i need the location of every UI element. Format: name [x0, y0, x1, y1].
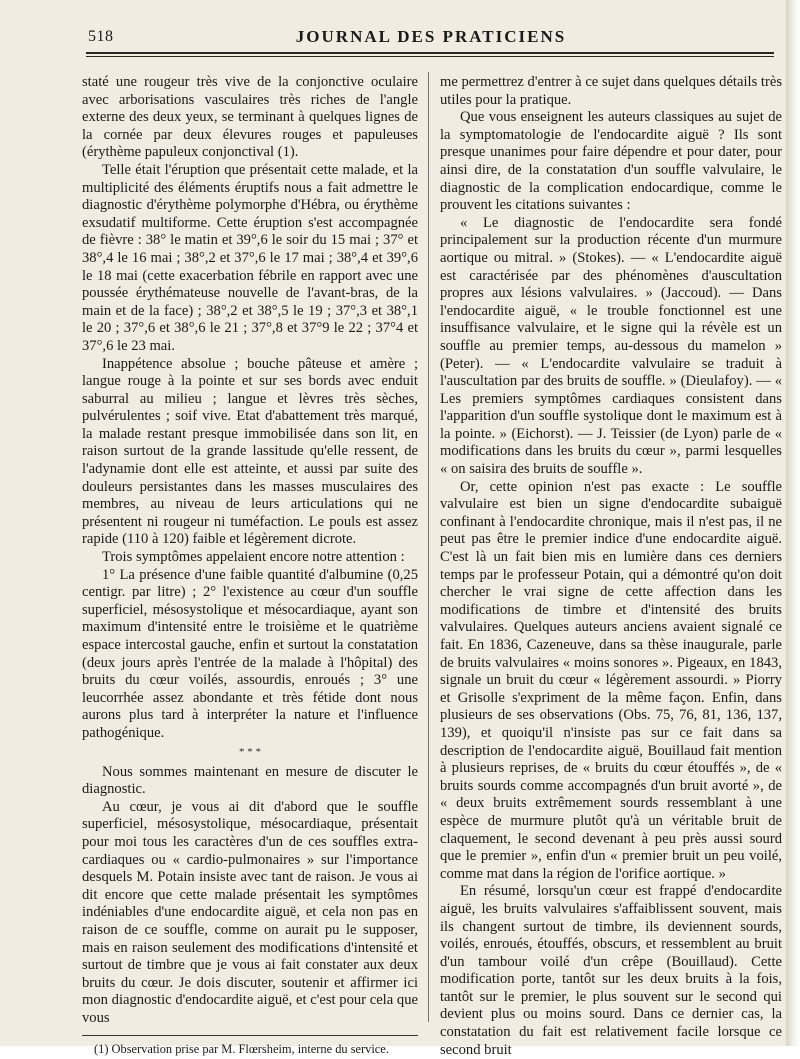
paragraph-albumine: 1° La présence d'une faible quantité d'albumine (0,25 centigr. par litre) ; 2° l'existence au cœur d'un souffle superficiel, mésosystolique et mésocardiaque, ayant son maximum d'intensité entre le troisième et le quatrième espace intercostal gauche, enfin et surtout la constatation (deux jours après l'entrée de la malade à l'hôpital) des bruits du cœur voilés, assourdis, enroués ; 3° une leucorrhée assez abondante et très fétide dont nous aurons plus tard à interpréter la nature et l'influence pathogénique. [82, 566, 418, 741]
footnote-rule [82, 1035, 418, 1036]
footnote: (1) Observation prise par M. Flœrsheim, interne du service. [94, 1042, 389, 1057]
paragraph-diagnostic: Nous sommes maintenant en mesure de discuter le diagnostic. [82, 763, 418, 798]
journal-title: JOURNAL DES PRATICIENS [295, 27, 567, 46]
left-column [82, 74, 418, 1057]
page-edge-shadow [786, 0, 800, 1046]
header-rule [86, 52, 774, 54]
paragraph-continued-right: me permettrez d'entrer à ce sujet dans quelques détails très utiles pour la pratique. [440, 74, 782, 108]
right-column [440, 74, 782, 1059]
paragraph-opinion: Or, cette opinion n'est pas exacte : Le souffle valvulaire est bien un signe d'endocardite subaiguë confinant à l'endocardite chronique, mais il n'est pas, il ne peut pas être le premier indice d'une endocardite aiguë. C'est là un fait bien mis en lumière dans ces derniers temps par le professeur Potain, qui a démontré qu'on doit chercher le vrai signe de cette affection dans les modifications de timbre et d'intensité des bruits valvulaires. Quelques auteurs anciens avaient signalé ce fait. En 1836, Cazeneuve, dans sa thèse inaugurale, parle de bruits valvulaires « moins sonores ». Pigeaux, en 1843, signale un bruit du cœur « légèrement assourdi. » Piorry et Grisolle s'expriment de la même façon. Enfin, dans plusieurs de ses observations (Obs. 75, 76, 81, 136, 137, 139), et quoiqu'il n'insiste pas sur ce fait dans sa description de l'endocardite aiguë, Bouillaud fait mention à plusieurs reprises, de « bruits du cœur étouffés », de « bruits sourds comme accompagnés d'un bruit avorté », de « deux bruits extrêmement sourds ressemblant à une espèce de murmure plutôt qu'à un véritable bruit de claquement, le second devenant à peu près aussi sourd que le premier », enfin d'un « premier bruit un peu voilé, comme mat dans la région de l'orifice aortique. » [440, 478, 782, 882]
paragraph-auteurs-classiques: Que vous enseignent les auteurs classiques au sujet de la symptomatologie de l'endocardite aiguë ? Ils sont presque unanimes pour faire dépendre et pour dater, pour ainsi dire, de la constatation d'un souffle valvulaire, le diagnostic de la complication endocardique, comme le prouvent les citations suivantes : [440, 109, 782, 214]
page-number: 518 [88, 28, 114, 45]
paragraph-citations: « Le diagnostic de l'endocardite sera fondé principalement sur la production récente d'un murmure aortique ou mitral. » (Stokes). — « L'endocardite aiguë est caractérisée par des phénomènes d'auscultation propres aux lésions valvulaires. » (Jaccoud). — Dans l'endocardite aiguë, « le trouble fonctionnel est une insuffisance valvulaire, et le signe qui la révèle est un souffle au premier temps, au-dessous du mamelon » (Peter). — « L'endocardite valvulaire se traduit à l'auscultation par des bruits de souffle. » (Dieulafoy). — « Les premiers symptômes cardiaques consistent dans l'apparition d'un souffle systolique dont le maximum est à la pointe. » (Eichorst). — J. Teissier (de Lyon) parle de « modifications dans les bruits du cœur », parmi lesquelles « on saisira des bruits de souffle ». [440, 214, 782, 478]
header-rule-thin [86, 56, 774, 57]
paragraph-continued: staté une rougeur très vive de la conjonctive oculaire avec arborisations vasculaires très riches de l'angle externe des deux yeux, se terminant à quelques lignes de la cornée par deux élevures rouges et papuleuses (érythème papuleux conjonctival (1). [82, 74, 418, 161]
running-header [88, 24, 774, 54]
paragraph-symptoms: Inappétence absolue ; bouche pâteuse et amère ; langue rouge à la pointe et sur ses bords avec enduit saburral au milieu ; langue et lèvres très sèches, pulvérulentes ; soif vive. Etat d'abattement très marqué, la malade restant presque immobilisée dans son lit, en raison surtout de la grande lassitude qu'elle ressent, de l'adynamie dont elle est atteinte, et aussi par suite des douleurs persistantes dans les masses musculaires des membres, au niveau de leurs articulations qui ne présentent ni rougeur ni tuméfaction. Le pouls est assez rapide (110 à 120) faible et légèrement dicrote. [82, 355, 418, 548]
column-divider [428, 72, 429, 1022]
paragraph-resume: En résumé, lorsqu'un cœur est frappé d'endocardite aiguë, les bruits valvulaires s'affaiblissent souvent, mais ils changent surtout de timbre, ils deviennent sourds, voilés, enroués, étouffés, obscurs, et ressemblent au bruit d'un tambour voilé d'un crêpe (Bouillaud). Cette modification porte, tantôt sur les deux bruits à la fois, tantôt sur le premier, le plus souvent sur le second qui devient plus ou moins sourd. Dans ce dernier cas, la constatation du fait est relativement facile lorsque ce second bruit [440, 883, 782, 1058]
paragraph-eruption: Telle était l'éruption que présentait cette malade, et la multiplicité des éléments éruptifs nous a fait admettre le diagnostic d'érythème polymorphe d'Hébra, ou érythème exsudatif multiforme. Cette éruption s'est accompagnée de fièvre : 38° le matin et 39°,6 le soir du 15 mai ; 37° et 38°,4 le 16 mai ; 38°,2 et 37°,6 le 17 mai ; 38°,4 et 39°,6 le 18 mai (cette exacerbation fébrile en rapport avec une poussée érythémateuse nouvelle de l'avant-bras, de la main et de la face) ; 38°,2 et 38°,5 le 19 ; 37°,3 et 38°,1 le 20 ; 37°,6 et 38°,6 le 21 ; 37°,8 et 37°9 le 22 ; 37°4 et 37°,6 le 23 mai. [82, 161, 418, 354]
paragraph-three-symptoms: Trois symptômes appelaient encore notre attention : [102, 549, 405, 566]
asterism: * * * [239, 745, 261, 758]
paragraph-coeur: Au cœur, je vous ai dit d'abord que le souffle superficiel, mésosystolique, mésocardiaque, présentait pour moi tous les caractères d'un de ces souffles extra-cardiaques ou « cardio-pulmonaires » sur l'importance desquels M. Potain insiste avec tant de raison. Je vous ai dit encore que cette malade présentait les symptômes indéniables d'une endocardite aiguë, et cela non pas en raison de ce souffle, comme on aurait pu le supposer, mais en raison seulement des modifications d'intensité et surtout de timbre que je vous ai fait constater aux deux bruits du cœur. Je dois discuter, soutenir et affirmer ici mon diagnostic d'endocardite aiguë, et c'est pour cela que vous [82, 798, 418, 1026]
